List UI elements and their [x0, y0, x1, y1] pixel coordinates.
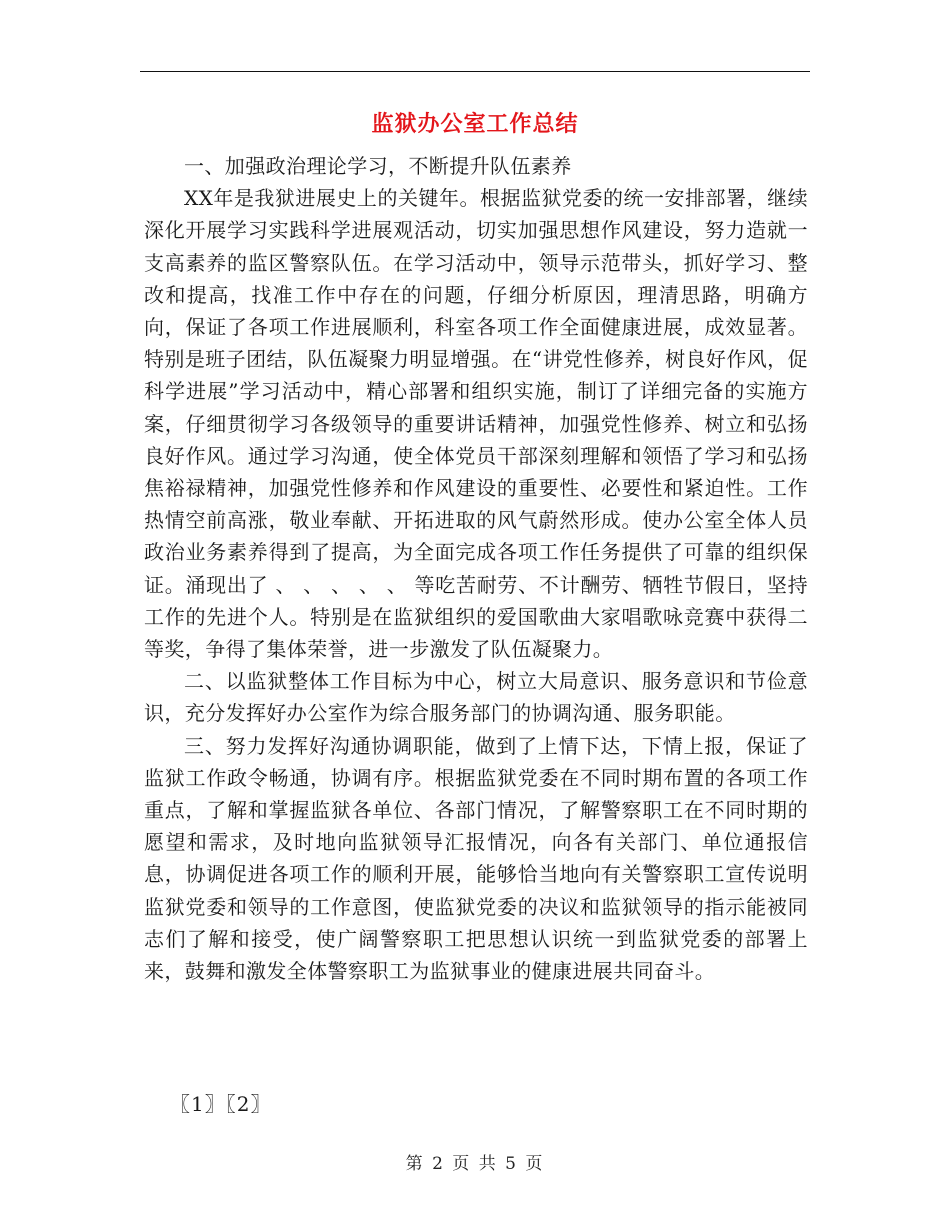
document-body — [144, 150, 808, 987]
body-paragraph-1: XX年是我狱进展史上的关键年。根据监狱党委的统一安排部署，继续深化开展学习实践科学进展观活动，切实加强思想作风建设，努力造就一支高素养的监区警察队伍。在学习活动中，领导示范带头，抓好学习、整改和提高，找准工作中存在的问题，仔细分析原因，理清思路，明确方向，保证了各项工作进展顺利，科室各项工作全面健康进展，成效显著。特别是班子团结，队伍凝聚力明显增强。在“讲党性修养，树良好作风，促科学进展”学习活动中，精心部署和组织实施，制订了详细完备的实施方案，仔细贯彻学习各级领导的重要讲话精神，加强党性修养、树立和弘扬良好作风。通过学习沟通，使全体党员干部深刻理解和领悟了学习和弘扬焦裕禄精神，加强党性修养和作风建设的重要性、必要性和紧迫性。工作热情空前高涨，敬业奉献、开拓进取的风气蔚然形成。使办公室全体人员政治业务素养得到了提高，为全面完成各项工作任务提供了可靠的组织保证。涌现出了 、 、 、 、 、 等吃苦耐劳、不计酬劳、牺牲节假日，坚持工作的先进个人。特别是在监狱组织的爱国歌曲大家唱歌咏竞赛中获得二等奖，争得了集体荣誉，进一步激发了队伍凝聚力。 — [144, 186, 808, 662]
document-title: 监狱办公室工作总结 — [371, 111, 579, 137]
section-heading-1: 一、加强政治理论学习，不断提升队伍素养 — [184, 154, 572, 178]
page-link-1[interactable]: 〖1〗 — [170, 1092, 226, 1116]
page-links — [170, 1088, 271, 1120]
page-link-2[interactable]: 〖2〗 — [225, 1092, 272, 1116]
header-rule — [140, 71, 810, 72]
page-indicator: 第 2 页 共 5 页 — [405, 1154, 545, 1174]
section-heading-3: 三、努力发挥好沟通协调职能，做到了上情下达，下情上报，保证了监狱工作政令畅通，协调有序。根据监狱党委在不同时期布置的各项工作重点，了解和掌握监狱各单位、各部门情况，了解警察职工在不同时期的愿望和需求，及时地向监狱领导汇报情况，向各有关部门、单位通报信息，协调促进各项工作的顺利开展，能够恰当地向有关警察职工宣传说明监狱党委和领导的工作意图，使监狱党委的决议和监狱领导的指示能被同志们了解和接受，使广阔警察职工把思想认识统一到监狱党委的部署上来，鼓舞和激发全体警察职工为监狱事业的健康进展共同奋斗。 — [144, 733, 808, 984]
section-heading-2: 二、以监狱整体工作目标为中心，树立大局意识、服务意识和节俭意识，充分发挥好办公室作为综合服务部门的协调沟通、服务职能。 — [144, 669, 808, 726]
